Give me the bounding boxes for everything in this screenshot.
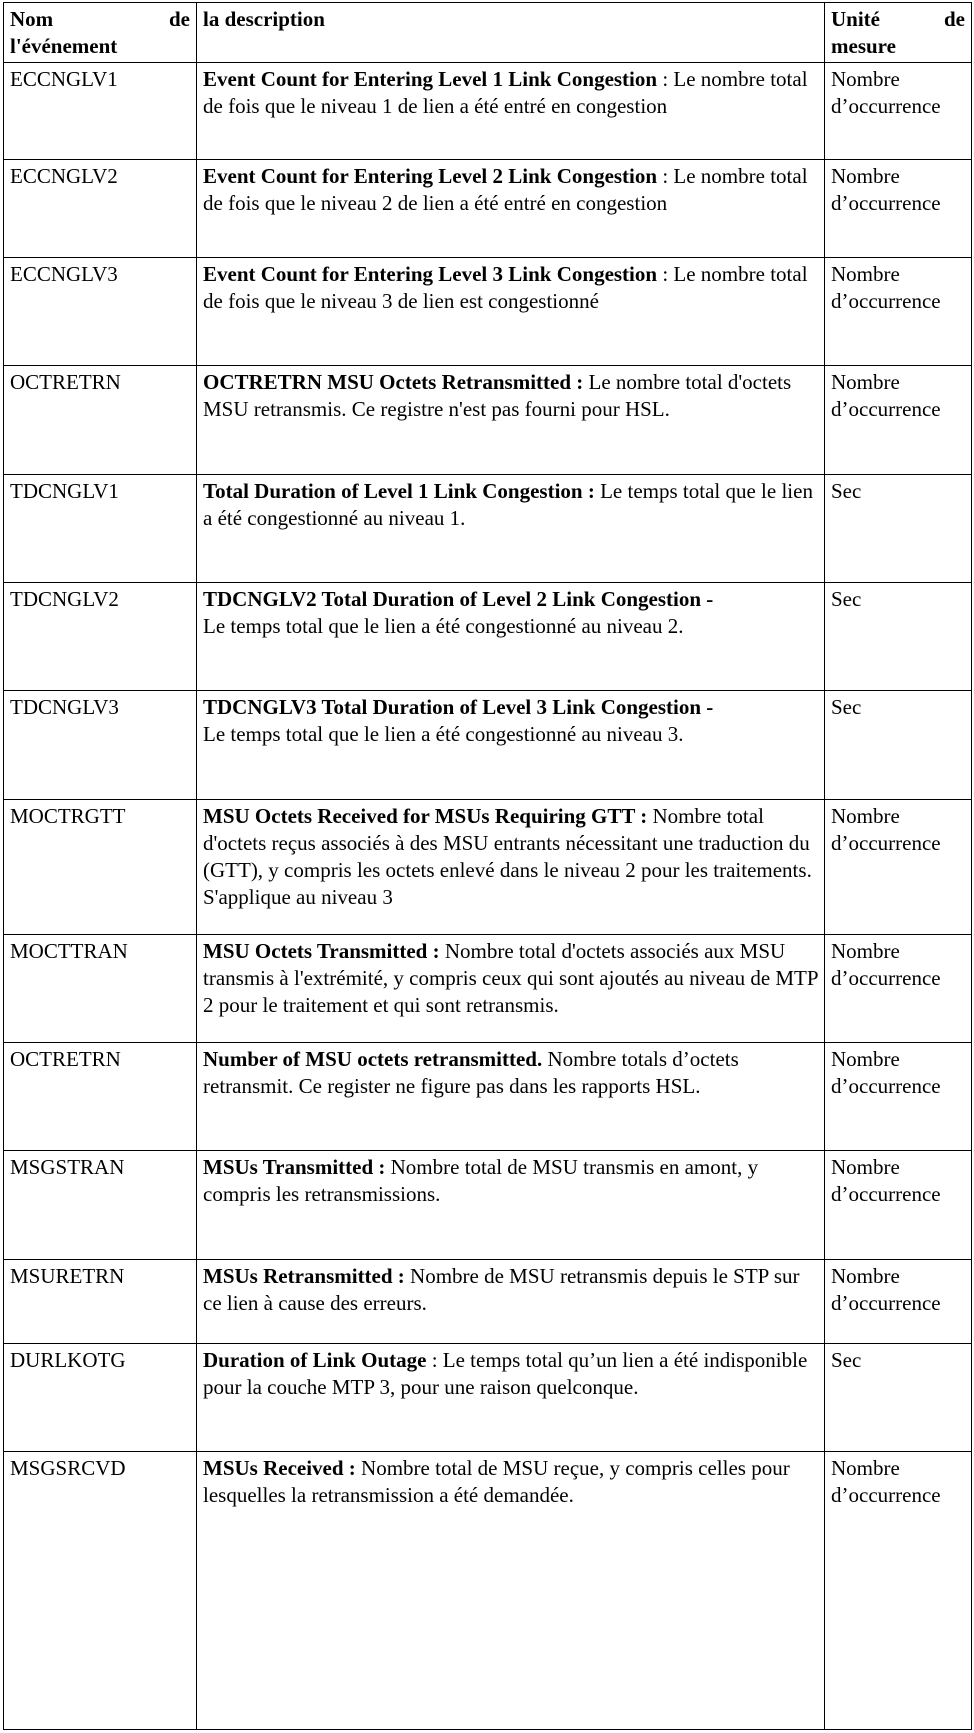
description-text: : Le nombre total de fois que le niveau 2 de lien a été entré en congestion <box>203 164 808 215</box>
unit-value: Nombre d’occurrence <box>831 1047 941 1098</box>
unit-cell <box>825 800 972 935</box>
table-row <box>4 1151 972 1260</box>
header-description: la description <box>197 3 825 63</box>
event-name: OCTRETRN <box>10 370 121 394</box>
description-cell <box>197 1260 825 1344</box>
header-event-name <box>4 3 197 63</box>
description-title: MSUs Retransmitted : <box>203 1264 405 1288</box>
table-row <box>4 800 972 935</box>
event-name-cell <box>4 1260 197 1344</box>
unit-cell <box>825 935 972 1043</box>
description-text: Nombre total de MSU reçue, y compris celles pour lesquelles la retransmission a été demandée. <box>203 1456 790 1507</box>
description-text: Nombre de MSU retransmis depuis le STP sur ce lien à cause des erreurs. <box>203 1264 800 1315</box>
description-text: Le temps total que le lien a été congestionné au niveau 2. <box>203 614 684 638</box>
event-name: ECCNGLV2 <box>10 164 118 188</box>
unit-cell <box>825 583 972 691</box>
description-title: MSU Octets Transmitted : <box>203 939 440 963</box>
unit-value: Nombre d’occurrence <box>831 1264 941 1315</box>
unit-value: Nombre d’occurrence <box>831 370 941 421</box>
description-title: Event Count for Entering Level 3 Link Congestion <box>203 262 658 286</box>
table-header-row <box>4 3 972 63</box>
event-name: DURLKOTG <box>10 1348 126 1372</box>
description-cell <box>197 366 825 475</box>
event-name-cell <box>4 475 197 583</box>
table-row <box>4 691 972 800</box>
description-cell <box>197 160 825 258</box>
event-name-cell <box>4 1452 197 1730</box>
event-name: MOCTRGTT <box>10 804 126 828</box>
description-title: TDCNGLV3 Total Duration of Level 3 Link Congestion - <box>203 695 714 719</box>
description-cell <box>197 583 825 691</box>
description-text: Nombre total de MSU transmis en amont, y compris les retransmissions. <box>203 1155 759 1206</box>
unit-value: Nombre d’occurrence <box>831 804 941 855</box>
description-title: TDCNGLV2 Total Duration of Level 2 Link Congestion - <box>203 587 714 611</box>
description-title: MSUs Received : <box>203 1456 356 1480</box>
description-cell <box>197 475 825 583</box>
description-text: Nombre totals d’octets retransmit. Ce register ne figure pas dans les rapports HSL. <box>203 1047 739 1098</box>
event-name-cell <box>4 583 197 691</box>
unit-cell <box>825 1151 972 1260</box>
unit-cell <box>825 1344 972 1452</box>
description-title: Total Duration of Level 1 Link Congestion : <box>203 479 595 503</box>
table-row <box>4 935 972 1043</box>
header-event-name-word2: de <box>169 7 190 31</box>
header-unit-line2: mesure <box>831 34 896 58</box>
table-row <box>4 160 972 258</box>
event-name-cell <box>4 63 197 160</box>
table-row <box>4 1344 972 1452</box>
table-row <box>4 366 972 475</box>
unit-cell <box>825 366 972 475</box>
unit-value: Nombre d’occurrence <box>831 67 941 118</box>
event-name: TDCNGLV3 <box>10 695 119 719</box>
description-text: Le nombre total d'octets MSU retransmis. Ce registre n'est pas fourni pour HSL. <box>203 370 792 421</box>
description-title: Event Count for Entering Level 1 Link Congestion <box>203 67 658 91</box>
event-name: MOCTTRAN <box>10 939 128 963</box>
header-event-name-line2: l'événement <box>10 34 118 58</box>
description-text: Nombre total d'octets reçus associés à des MSU entrants nécessitant une traduction du (GTT), y compris les octets enlevé dans le niveau 2 pour les traitements. S'applique au niveau 3 <box>203 804 812 909</box>
description-cell <box>197 1151 825 1260</box>
event-name-cell <box>4 935 197 1043</box>
description-text: Le temps total que le lien a été congestionné au niveau 1. <box>203 479 813 530</box>
event-name-cell <box>4 800 197 935</box>
unit-cell <box>825 475 972 583</box>
event-name: ECCNGLV3 <box>10 262 118 286</box>
description-text: : Le temps total qu’un lien a été indisponible pour la couche MTP 3, pour une raison quelconque. <box>203 1348 808 1399</box>
description-text: : Le nombre total de fois que le niveau 1 de lien a été entré en congestion <box>203 67 808 118</box>
event-name-cell <box>4 1151 197 1260</box>
description-title: Duration of Link Outage <box>203 1348 427 1372</box>
unit-value: Sec <box>831 1348 862 1372</box>
header-event-name-word1: Nom <box>10 7 54 31</box>
description-text: Le temps total que le lien a été congestionné au niveau 3. <box>203 722 684 746</box>
unit-value: Nombre d’occurrence <box>831 164 941 215</box>
description-title: Number of MSU octets retransmitted. <box>203 1047 543 1071</box>
unit-cell <box>825 691 972 800</box>
event-name: OCTRETRN <box>10 1047 121 1071</box>
unit-cell <box>825 1452 972 1730</box>
table-row <box>4 1043 972 1151</box>
header-unit-word1: Unité <box>831 7 880 31</box>
description-cell <box>197 258 825 366</box>
unit-value: Sec <box>831 587 862 611</box>
description-cell <box>197 1452 825 1730</box>
unit-value: Sec <box>831 479 862 503</box>
unit-cell <box>825 63 972 160</box>
description-title: MSUs Transmitted : <box>203 1155 386 1179</box>
unit-value: Sec <box>831 695 862 719</box>
event-name: MSURETRN <box>10 1264 125 1288</box>
event-table <box>3 2 972 1730</box>
description-cell <box>197 691 825 800</box>
header-unit <box>825 3 972 63</box>
event-name: TDCNGLV1 <box>10 479 119 503</box>
event-name-cell <box>4 160 197 258</box>
table-row <box>4 1452 972 1730</box>
event-name-cell <box>4 366 197 475</box>
table-row <box>4 1260 972 1344</box>
unit-cell <box>825 258 972 366</box>
description-cell <box>197 1043 825 1151</box>
table-row <box>4 258 972 366</box>
description-text: Nombre total d'octets associés aux MSU transmis à l'extrémité, y compris ceux qui sont ajoutés au niveau de MTP 2 pour le traitement et qui sont retransmis. <box>203 939 818 1017</box>
description-cell <box>197 63 825 160</box>
table-row <box>4 583 972 691</box>
unit-value: Nombre d’occurrence <box>831 1456 941 1507</box>
event-name: MSGSRCVD <box>10 1456 126 1480</box>
unit-cell <box>825 160 972 258</box>
unit-cell <box>825 1260 972 1344</box>
event-name-cell <box>4 691 197 800</box>
event-name-cell <box>4 258 197 366</box>
description-text: : Le nombre total de fois que le niveau 3 de lien est congestionné <box>203 262 808 313</box>
unit-value: Nombre d’occurrence <box>831 939 941 990</box>
table-row <box>4 63 972 160</box>
description-cell <box>197 800 825 935</box>
event-name: ECCNGLV1 <box>10 67 118 91</box>
description-title: OCTRETRN MSU Octets Retransmitted : <box>203 370 584 394</box>
event-name: MSGSTRAN <box>10 1155 125 1179</box>
event-name-cell <box>4 1344 197 1452</box>
description-title: MSU Octets Received for MSUs Requiring GTT : <box>203 804 648 828</box>
table-row <box>4 475 972 583</box>
header-unit-word2: de <box>944 7 965 31</box>
description-cell <box>197 1344 825 1452</box>
unit-value: Nombre d’occurrence <box>831 262 941 313</box>
unit-value: Nombre d’occurrence <box>831 1155 941 1206</box>
event-name: TDCNGLV2 <box>10 587 119 611</box>
event-name-cell <box>4 1043 197 1151</box>
unit-cell <box>825 1043 972 1151</box>
description-title: Event Count for Entering Level 2 Link Congestion <box>203 164 658 188</box>
description-cell <box>197 935 825 1043</box>
